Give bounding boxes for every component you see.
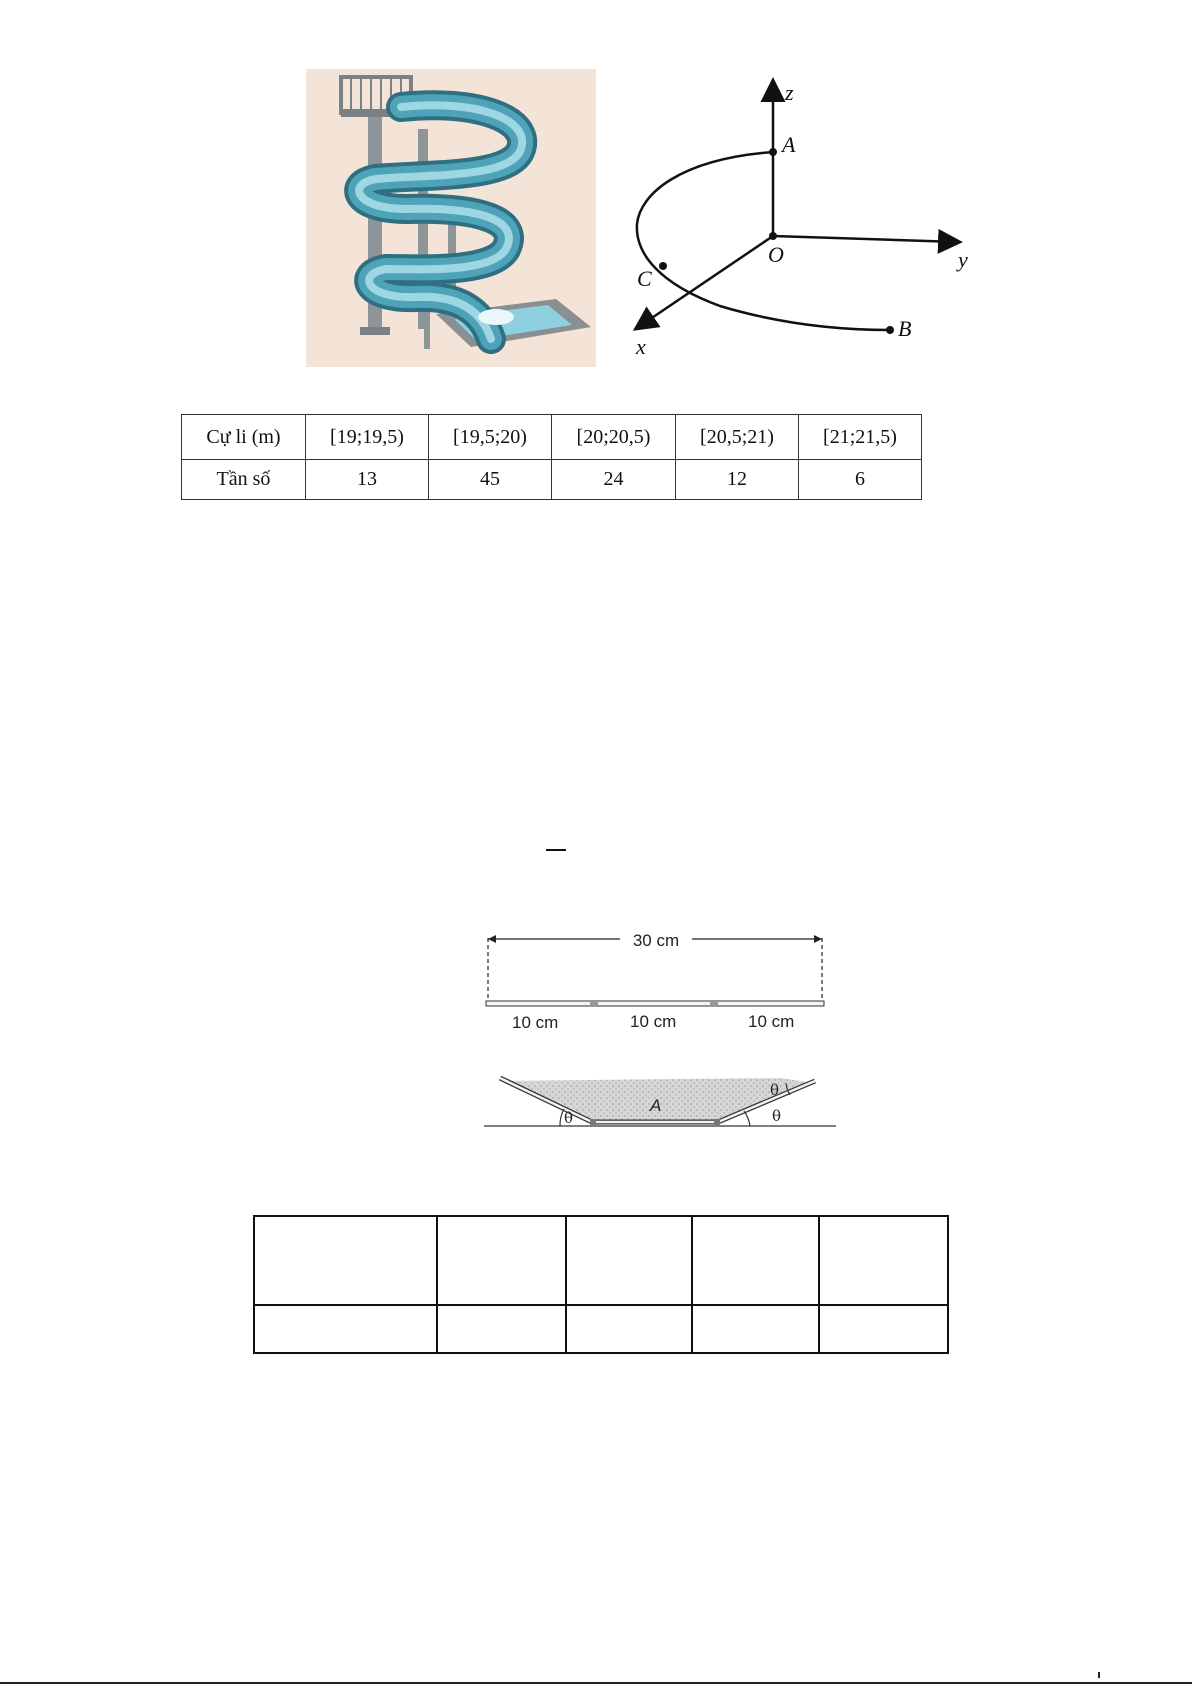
value-cell: 24: [552, 460, 676, 500]
frequency-table: [181, 414, 922, 500]
label-o: O: [768, 242, 784, 267]
empty-table: [253, 1215, 949, 1354]
table-cell: [254, 1216, 437, 1305]
table-row: [254, 1305, 948, 1353]
value-cell: 45: [429, 460, 552, 500]
area-label: A: [650, 1096, 662, 1115]
point-c: [659, 262, 667, 270]
table-cell: [692, 1216, 819, 1305]
table-cell: [819, 1216, 948, 1305]
label-a: A: [782, 132, 796, 157]
value-cell: 6: [799, 460, 922, 500]
segment-label: 10 cm: [512, 1013, 559, 1032]
header-cell: [20,5;21): [676, 415, 799, 460]
table-row: [254, 1216, 948, 1305]
coordinate-axes-diagram: [620, 74, 980, 364]
segment-label: 10 cm: [748, 1012, 795, 1031]
table-cell: [692, 1305, 819, 1353]
angle-label: θ: [564, 1109, 574, 1127]
table-cell: [819, 1305, 948, 1353]
footer-rule: [0, 1682, 1192, 1684]
label-y: y: [958, 247, 968, 272]
label-b: B: [898, 316, 912, 341]
segment-label: 10 cm: [630, 1012, 677, 1031]
overline-mark: [546, 849, 566, 851]
gutter-diagram: [480, 923, 840, 1147]
table-cell: [254, 1305, 437, 1353]
total-width-label: 30 cm: [632, 931, 680, 950]
row-label: Tần số: [182, 460, 306, 500]
header-cell: [19,5;20): [429, 415, 552, 460]
point-o: [769, 232, 777, 240]
table-cell: [566, 1216, 692, 1305]
value-cell: 13: [306, 460, 429, 500]
header-cell: Cự li (m): [182, 415, 306, 460]
label-c: C: [637, 266, 652, 291]
angle-label: θ: [772, 1107, 782, 1125]
label-z: z: [785, 80, 794, 105]
table-row: [182, 460, 922, 500]
water-slide-illustration: [306, 69, 596, 367]
table-cell: [566, 1305, 692, 1353]
angle-label: θ: [770, 1081, 780, 1099]
header-cell: [21;21,5): [799, 415, 922, 460]
value-cell: 12: [676, 460, 799, 500]
header-cell: [19;19,5): [306, 415, 429, 460]
page-corner-mark: [1096, 1672, 1102, 1678]
table-header-row: [182, 415, 922, 460]
label-x: x: [636, 334, 646, 359]
table-cell: [437, 1305, 566, 1353]
point-a: [769, 148, 777, 156]
point-b: [886, 326, 894, 334]
header-cell: [20;20,5): [552, 415, 676, 460]
table-cell: [437, 1216, 566, 1305]
